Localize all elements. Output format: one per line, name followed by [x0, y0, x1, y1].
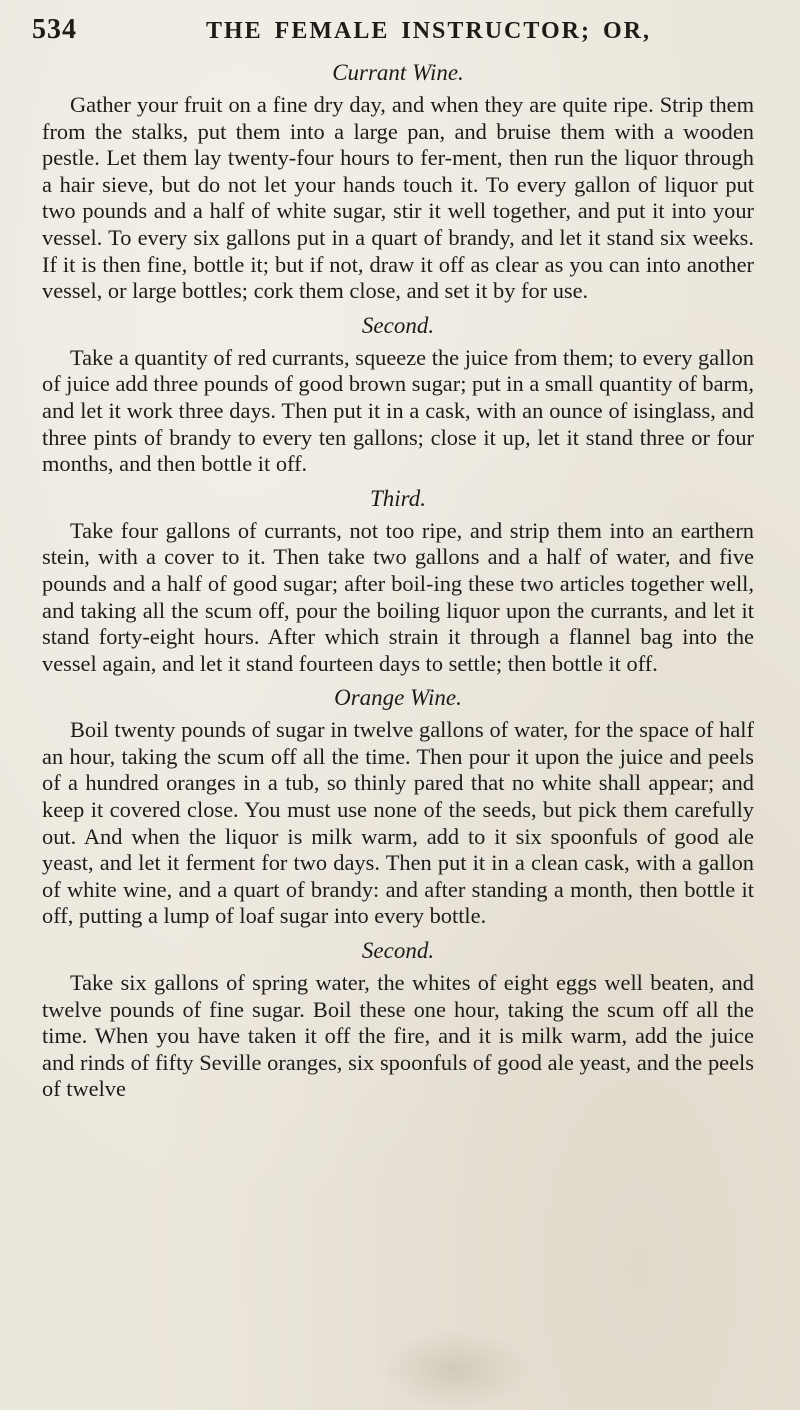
- body-text: [42, 54, 754, 1109]
- recipe-paragraph: Gather your fruit on a fine dry day, and when they are quite ripe. Strip them from the stalks, put them into a large pan, and bruise them with a wooden pestle. Let them lay twenty-four hours to fer-ment, then run the liquor through a hair sieve, but do not let your hands touch it. To every gallon of liquor put two pounds and a half of white sugar, stir it well together, and put it into your vessel. To every six gallons put in a quart of brandy, and let it stand six weeks. If it is then fine, bottle it; but if not, draw it off as clear as you can into another vessel, or large bottles; cork them close, and set it by for use.: [42, 92, 754, 304]
- paper-stain: [380, 1330, 530, 1410]
- recipe-heading: Second.: [361, 312, 435, 338]
- recipe-currant-wine-second: [42, 311, 754, 478]
- recipe-currant-wine: [42, 58, 754, 305]
- recipe-paragraph: Take six gallons of spring water, the whites of eight eggs well beaten, and twelve pounds of fine sugar. Boil these one hour, taking the scum off all the time. When you have taken it off the fire, and it is milk warm, add the juice and rinds of fifty Seville oranges, six spoonfuls of good ale yeast, and the peels of twelve: [42, 970, 754, 1102]
- page-number: 534: [32, 14, 77, 45]
- recipe-heading: Second.: [361, 938, 435, 964]
- running-head: [26, 14, 776, 54]
- recipe-heading: Orange Wine.: [334, 685, 462, 711]
- recipe-orange-wine: [42, 683, 754, 930]
- recipe-currant-wine-third: [42, 484, 754, 678]
- recipe-orange-wine-second: [42, 936, 754, 1103]
- recipe-paragraph: Take a quantity of red currants, squeeze the juice from them; to every gallon of juice add three pounds of good brown sugar; put in a small quantity of barm, and let it work three days. Then put it in a cask, with an ounce of isinglass, and three pints of brandy to every ten gallons; close it up, let it stand three or four months, and then bottle it off.: [42, 344, 754, 477]
- recipe-paragraph: Take four gallons of currants, not too ripe, and strip them into an earthern stein, with a cover to it. Then take two gallons and a half of water, and five pounds and a half of good sugar; after boil-ing these two articles together well, and taking all the scum off, pour the boiling liquor upon the currants, and let it stand forty-eight hours. After which strain it through a flannel bag into the vessel again, and let it stand fourteen days to settle; then bottle it off.: [42, 517, 754, 676]
- recipe-heading: Currant Wine.: [332, 60, 464, 85]
- running-title: THE FEMALE INSTRUCTOR; OR,: [206, 18, 651, 44]
- recipe-paragraph: Boil twenty pounds of sugar in twelve gallons of water, for the space of half an hour, taking the scum off all the time. Then pour it upon the juice and peels of a hundred oranges in a tub, so thinly pared that no white shall appear; and keep it covered close. You must use none of the seeds, but pick them carefully out. And when the liquor is milk warm, add to it six spoonfuls of good ale yeast, and let it ferment for two days. Then put it in a clean cask, with a gallon of white wine, and a quart of brandy: and after standing a month, then bottle it off, putting a lump of loaf sugar into every bottle.: [42, 717, 754, 929]
- recipe-heading: Third.: [369, 485, 427, 511]
